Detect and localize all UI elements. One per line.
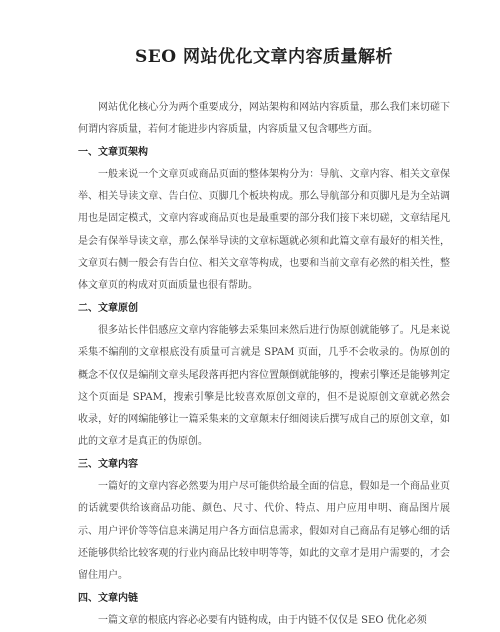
section-paragraph: 一篇文章的根底内容必必要有内链构成，由于内链不仅仅是 SEO 优化必须 — [98, 614, 427, 626]
section-paragraph: 一般来说一个文章页或商品页面的整体架构分为：导航、文章内容、相关文章保举、相关导读文章、告白位、页脚几个板块构成。那么导航部分和页脚凡是为全站调用也是固定模式，文章内容或商品页也是最重要的部分我们接下来切磋，文章结尾凡是会有保举导读文章，那么保举导读的文章标题就必须和此篇文章有最好的相关性，文章页右侧一般会有告白位、相关文章等构成，也要和当前文章有必然的相关性，整体文章页的构成对页面质量也很有帮助。 — [78, 168, 450, 292]
section-internal-links — [78, 588, 450, 632]
article-title: SEO 网站优化文章内容质量解析 — [135, 47, 393, 67]
section-heading: 四、文章内链 — [78, 592, 138, 604]
section-heading: 二、文章原创 — [78, 302, 138, 314]
intro-paragraph: 网站优化核心分为两个重要成分，网站架构和网站内容质量，那么我们来切磋下何谓内容质量，若何才能进步内容质量，内容质量又包含哪些方面。 — [78, 102, 450, 136]
section-paragraph: 一篇好的文章内容必然要为用户尽可能供给最全面的信息，假如是一个商品业页的话就要供给该商品功能、颜色、尺寸、代价、特点、用户应用申明、商品图片展示、用户评价等等信息来满足用户各方面信息需求，假如对自己商品有足够心细的话还能够供给比较客观的行业内商品比较申明等等，如此的文章才是用户需要的，才会留住用户。 — [78, 481, 450, 582]
section-heading: 三、文章内容 — [78, 458, 138, 470]
section-heading: 一、文章页架构 — [78, 146, 148, 158]
section-paragraph: 很多站长伴侣感应文章内容能够去采集回来然后进行伪原创就能够了。凡是来说采集不编削的文章根底没有质量可言就是 SPAM 页面，几乎不会收录的。伪原创的概念不仅仅是编削文章头尾段落再把内容位置颠倒就能够的，搜索引擎还是能够判定这个页面是 SPAM，搜索引擎是比较喜欢原创文章的，但不是说原创文章就必然会收录，好的网编能够让一篇采集来的文章颠末仔细阅读后撰写成自己的原创文章，如此的文章才是真正的伪原创。 — [78, 324, 450, 448]
section-content — [78, 454, 450, 588]
section-architecture — [78, 142, 450, 298]
section-originality — [78, 298, 450, 454]
